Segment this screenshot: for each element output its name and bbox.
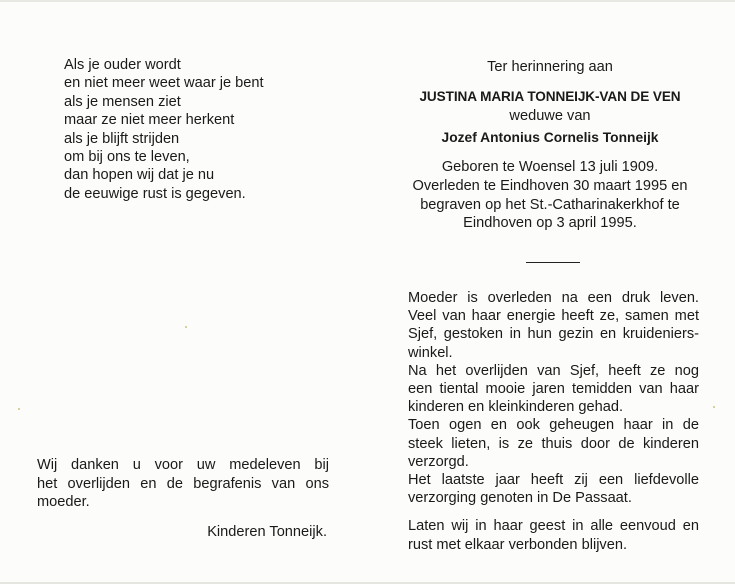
bio-line: Toen ogen en ook geheugen haar in de <box>408 417 699 434</box>
bio-line: Laten wij in haar geest in alle eenvoud en <box>408 518 699 535</box>
bio-line: rust met elkaar verbonden blijven. <box>408 536 628 553</box>
bio-line: verzorgd. <box>408 453 469 470</box>
paper-speck <box>18 408 20 410</box>
date-line: Geboren te Woensel 13 juli 1909. <box>441 159 659 176</box>
biography <box>408 289 699 554</box>
poem-line: als je mensen ziet <box>64 93 181 110</box>
bio-line: Moeder is overleden na een druk leven. <box>408 290 699 306</box>
memorial-header <box>400 58 700 233</box>
thanks-line: het overlijden en de begrafenis van ons <box>37 475 329 492</box>
deceased-name: JUSTINA MARIA TONNEIJK-VAN DE VEN <box>419 88 681 104</box>
bio-line: een tiental mooie jaren temidden van haar <box>408 381 699 398</box>
memorial-intro: Ter herinnering aan <box>487 59 613 75</box>
divider-line <box>526 262 580 263</box>
paragraph-gap <box>408 507 699 517</box>
bio-line: Het laatste jaar heeft zij een liefdevolle <box>408 472 699 489</box>
date-line: Overleden te Eindhoven 30 maart 1995 en <box>412 177 688 194</box>
widow-of: weduwe van <box>509 108 591 125</box>
bio-line: Veel van haar energie heeft ze, samen met <box>408 308 699 325</box>
bio-line: winkel. <box>408 344 453 361</box>
thanks-text <box>37 456 329 512</box>
paper-speck <box>185 326 187 328</box>
poem-line: dan hopen wij dat je nu <box>64 167 215 184</box>
poem-line: en niet meer weet waar je bent <box>64 75 264 92</box>
bio-line: Na het overlijden van Sjef, heeft ze nog <box>408 362 699 379</box>
husband-name: Jozef Antonius Cornelis Tonneijk <box>441 129 659 145</box>
poem-line: Als je ouder wordt <box>64 57 181 73</box>
poem-line: de eeuwige rust is gegeven. <box>64 185 246 202</box>
thanks-line: moeder. <box>37 494 90 511</box>
bio-line: Sjef, gestoken in hun gezin en kruideniers- <box>408 326 699 343</box>
life-dates <box>400 158 700 232</box>
poem-line: maar ze niet meer herkent <box>64 112 235 129</box>
poem <box>64 56 364 203</box>
bio-line: steek lieten, is ze thuis door de kinderen <box>408 435 699 452</box>
bio-line: kinderen en kleinkinderen gehad. <box>408 399 624 416</box>
poem-line: als je blijft strijden <box>64 130 180 147</box>
signoff: Kinderen Tonneijk. <box>207 524 327 540</box>
paper-speck <box>713 406 715 408</box>
poem-line: om bij ons te leven, <box>64 149 190 166</box>
thanks-line: Wij danken u voor uw medeleven bij <box>37 457 329 473</box>
date-line: Eindhoven op 3 april 1995. <box>463 215 637 232</box>
date-line: begraven op het St.-Catharinakerkhof te <box>420 196 680 213</box>
bio-line: verzorging genoten in De Passaat. <box>408 490 632 507</box>
